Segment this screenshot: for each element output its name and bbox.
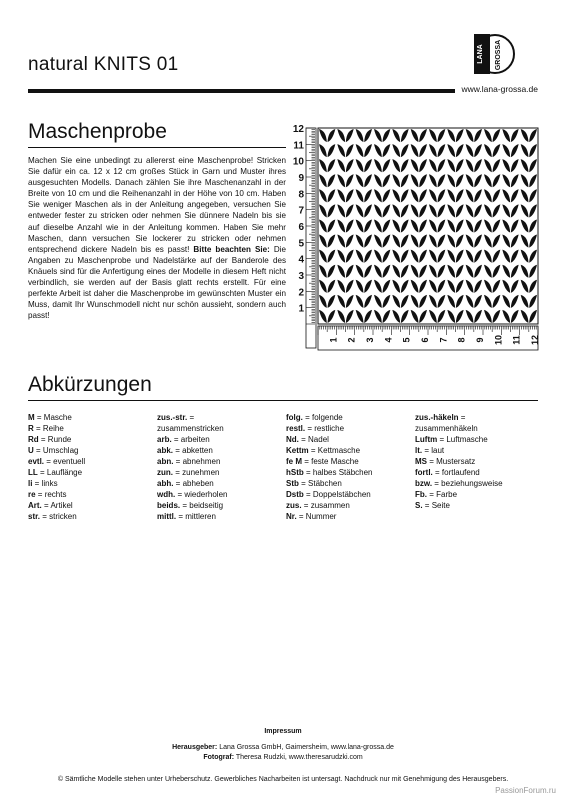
- gauge-swatch-diagram: [294, 124, 540, 356]
- abbreviation-entry: beids. = beidseitig: [157, 501, 224, 510]
- ruler-label: 7: [438, 337, 449, 343]
- abbreviation-definition: Farbe: [436, 490, 458, 499]
- abbreviation: Dstb: [286, 490, 304, 499]
- abbreviation-entry: Nr. = Nummer: [286, 512, 337, 521]
- magazine-title: natural KNITS 01: [28, 54, 179, 75]
- abbreviation-definition: zusammenstricken: [157, 424, 224, 433]
- abbreviation-entry: MS = Mustersatz: [415, 457, 476, 466]
- abbreviation-definition: wiederholen: [184, 490, 228, 499]
- ruler-label: 1: [328, 337, 339, 343]
- abbreviation-definition: abketten: [182, 446, 213, 455]
- abbreviation: abn.: [157, 457, 174, 466]
- abbreviation-entry: zus. = zusammen: [286, 501, 350, 510]
- ruler-label: 6: [298, 222, 304, 233]
- abbreviation-definition: zunehmen: [182, 468, 220, 477]
- divider: [28, 147, 286, 148]
- ruler-label: 12: [292, 124, 304, 135]
- abbreviation: str.: [28, 512, 41, 521]
- abbreviation-entry: folg. = folgende: [286, 413, 343, 422]
- ruler-label: 3: [298, 271, 304, 282]
- abbreviation-entry: Nd. = Nadel: [286, 435, 329, 444]
- maschenprobe-paragraph: Machen Sie eine unbedingt zu allererst eine Maschenprobe! Stricken Sie dafür ein ca. 12 x 12 cm großes Stück in Garn und Muster ihres ausgesuchten Modells. Danach zählen Sie ihre Maschenanzahl in der Breite von 10 cm und die Reihenanzahl in der Höhe von 10 cm. Haben Sie weniger Maschen als in der Anleitung angegeben, versuchen Sie entweder fester zu stricken oder nehmen Sie dünnere Nadeln bis sie auf dieselbe Anzahl wie in der Anleitung kommen. Haben Sie mehr Maschen, dann versuchen Sie lockerer zu stricken oder nehmen entsprechend dickere Nadeln bis es passt!: [28, 156, 286, 254]
- abbreviation: zun.: [157, 468, 173, 477]
- ruler-label: 4: [298, 254, 304, 266]
- abbreviation: M: [28, 413, 35, 422]
- abbreviation-entry: R = Reihe: [28, 424, 64, 433]
- abbreviation-definition: Kettmasche: [317, 446, 361, 455]
- note-text: Die Angaben zu Maschenprobe und Nadelstärke auf der Banderole des Knäuels sind für die Anfertigung eines der Modelle in diesem Heft nicht verbindlich, sie werden auf der Basis glatt rechts erstellt. Für eine perfekte Arbeit ist daher die Maschenprobe im gewünschten Muster ein Muss, damit Ihr Wunschmodell nicht nur schön aussieht, sondern auch passt!: [28, 244, 286, 321]
- ruler-label: 9: [475, 337, 485, 343]
- abbreviation-definition: Umschlag: [42, 446, 79, 455]
- abbreviation: Stb: [286, 479, 299, 488]
- abbreviation: wdh.: [157, 490, 176, 499]
- abbreviation-entry: wdh. = wiederholen: [157, 490, 228, 499]
- maschenprobe-text: [28, 155, 286, 321]
- abbreviation-definition: mittleren: [185, 512, 216, 521]
- abbreviation: Kettm: [286, 446, 309, 455]
- abbreviation-entry: [157, 423, 227, 434]
- abbreviation: evtl.: [28, 457, 45, 466]
- abbreviation-definition: Luftmasche: [446, 435, 488, 444]
- svg-text:LANA: LANA: [477, 44, 484, 64]
- abbreviation-entry: Dstb = Doppelstäbchen: [286, 490, 371, 499]
- abbreviation-definition: fortlaufend: [441, 468, 480, 477]
- abbreviation-definition: restliche: [314, 424, 345, 433]
- abbreviation-definition: stricken: [49, 512, 77, 521]
- abbreviation: zus.: [286, 501, 302, 510]
- abbreviation-entry: str. = stricken: [28, 512, 77, 521]
- photographer-label: Fotograf:: [203, 754, 235, 761]
- abbreviation-definition: feste Masche: [311, 457, 359, 466]
- abbreviation-definition: abnehmen: [182, 457, 221, 466]
- abbreviation-entry: zus.-str. =: [157, 413, 195, 422]
- watermark: PassionForum.ru: [495, 786, 556, 795]
- ruler-label: 3: [365, 337, 375, 343]
- website-url[interactable]: www.lana-grossa.de: [455, 84, 538, 94]
- abbreviation: Luftm: [415, 435, 438, 444]
- abbreviation: Nr.: [286, 512, 297, 521]
- lana-grossa-logo: [461, 32, 517, 76]
- abbreviation-entry: abn. = abnehmen: [157, 457, 221, 466]
- abbreviation-entry: arb. = arbeiten: [157, 435, 210, 444]
- abbreviation-definition: arbeiten: [180, 435, 210, 444]
- abbreviation: Art.: [28, 501, 42, 510]
- abbreviation: zus.-str.: [157, 413, 188, 422]
- abbreviation-definition: laut: [431, 446, 445, 455]
- abbreviation-column: [28, 412, 85, 522]
- abbreviation-definition: Nadel: [308, 435, 329, 444]
- abbreviation: bzw.: [415, 479, 433, 488]
- abbreviation-definition: beidseitig: [189, 501, 224, 510]
- ruler-label: 2: [298, 287, 304, 299]
- abbreviation-entry: evtl. = eventuell: [28, 457, 86, 466]
- abbreviation-entry: zus.-häkeln =: [415, 413, 466, 422]
- abbreviation-entry: fe M = feste Masche: [286, 457, 359, 466]
- abbreviation-entry: Rd = Runde: [28, 435, 72, 444]
- abbreviation-definition: Masche: [43, 413, 72, 422]
- ruler-label: 4: [383, 337, 394, 343]
- note-label: Bitte beachten Sie:: [193, 244, 270, 254]
- abbreviation-entry: hStb = halbes Stäbchen: [286, 468, 373, 477]
- abbreviation: MS: [415, 457, 427, 466]
- abbreviation-entry: mittl. = mittleren: [157, 512, 216, 521]
- abbreviation-entry: Luftm = Luftmasche: [415, 435, 488, 444]
- abbreviation-entry: Kettm = Kettmasche: [286, 446, 361, 455]
- ruler-label: 9: [298, 173, 304, 184]
- abbreviation: R: [28, 424, 34, 433]
- ruler-label: 5: [401, 337, 412, 343]
- abbreviation: fe M: [286, 457, 302, 466]
- ruler-label: 11: [293, 140, 304, 152]
- abbreviation-definition: Nummer: [305, 512, 337, 521]
- abbreviation-entry: li = links: [28, 479, 58, 488]
- abbreviation-entry: zun. = zunehmen: [157, 468, 220, 477]
- abbreviation: arb.: [157, 435, 172, 444]
- ruler-label: 2: [346, 337, 357, 343]
- abbreviation-definition: Lauflänge: [46, 468, 83, 477]
- abbreviation-entry: LL = Lauflänge: [28, 468, 83, 477]
- ruler-label: 5: [298, 238, 304, 250]
- abbreviation-column: [157, 412, 227, 522]
- photographer-line: [0, 753, 566, 763]
- abbreviation-entry: restl. = restliche: [286, 424, 345, 433]
- abbreviation: folg.: [286, 413, 303, 422]
- abbreviation-entry: S. = Seite: [415, 501, 450, 510]
- abbreviation-definition: Doppelstäbchen: [312, 490, 371, 499]
- publisher-line: [0, 743, 566, 753]
- ruler-label: 10: [292, 156, 304, 168]
- copyright-notice: © Sämtliche Modelle stehen unter Urheberschutz. Gewerbliches Nacharbeiten ist untersagt. Nachdruck nur mit Genehmigung des Herausgebers.: [57, 776, 509, 783]
- abbreviation-definition: Runde: [47, 435, 72, 444]
- abbreviation-entry: [415, 423, 503, 434]
- abbreviation: S.: [415, 501, 423, 510]
- abbreviation-entry: abk. = abketten: [157, 446, 213, 455]
- abbreviation-definition: rechts: [44, 490, 67, 499]
- ruler-label: 1: [298, 303, 304, 315]
- abbreviation-entry: re = rechts: [28, 490, 67, 499]
- ruler-label: 11: [511, 335, 522, 345]
- abbreviation-definition: halbes Stäbchen: [312, 468, 373, 477]
- abbreviation: Rd: [28, 435, 39, 444]
- ruler-label: 10: [493, 334, 504, 346]
- abbreviation: mittl.: [157, 512, 177, 521]
- abbreviation-entry: fortl. = fortlaufend: [415, 468, 480, 477]
- abbreviation-definition: links: [41, 479, 58, 488]
- impressum-title: Impressum: [264, 728, 302, 735]
- abbreviation-entry: lt. = laut: [415, 446, 445, 455]
- abkuerzungen-heading: Abkürzungen: [28, 373, 152, 396]
- ruler-label: 8: [456, 337, 467, 343]
- abbreviation: li: [28, 479, 33, 488]
- abbreviation-definition: eventuell: [53, 457, 86, 466]
- abbreviation-entry: Stb = Stäbchen: [286, 479, 342, 488]
- abbreviation-definition: Seite: [431, 501, 450, 510]
- abbreviation: Nd.: [286, 435, 299, 444]
- publisher-label: Herausgeber:: [172, 744, 218, 751]
- ruler-label: 6: [420, 337, 430, 343]
- abbreviation-definition: Artikel: [50, 501, 73, 510]
- abbreviation: restl.: [286, 424, 306, 433]
- abbreviation-definition: abheben: [182, 479, 214, 488]
- abbreviation: beids.: [157, 501, 181, 510]
- abbreviation-definition: Stäbchen: [308, 479, 342, 488]
- abbreviation: U: [28, 446, 34, 455]
- abbreviation-entry: abh. = abheben: [157, 479, 214, 488]
- abbreviation: fortl.: [415, 468, 433, 477]
- ruler-label: 8: [298, 189, 304, 201]
- abbreviation-definition: Mustersatz: [436, 457, 476, 466]
- photographer-text: Theresa Rudzki, www.theresarudzki.com: [235, 754, 363, 761]
- abbreviation: re: [28, 490, 36, 499]
- abbreviation-definition: Reihe: [42, 424, 64, 433]
- maschenprobe-heading: Maschenprobe: [28, 120, 167, 143]
- ruler-label: 12: [530, 334, 540, 346]
- divider: [28, 400, 538, 401]
- abbreviation-definition: zusammenhäkeln: [415, 424, 478, 433]
- abbreviation: hStb: [286, 468, 304, 477]
- abbreviation-entry: M = Masche: [28, 413, 72, 422]
- abbreviation: Fb.: [415, 490, 427, 499]
- abbreviation: abk.: [157, 446, 174, 455]
- abbreviation-definition: beziehungsweise: [441, 479, 503, 488]
- abbreviation-column: [415, 412, 503, 511]
- abbreviation: zus.-häkeln: [415, 413, 459, 422]
- abbreviation-entry: U = Umschlag: [28, 446, 79, 455]
- abbreviation-entry: Art. = Artikel: [28, 501, 73, 510]
- abbreviation-column: [286, 412, 373, 522]
- abbreviation: LL: [28, 468, 38, 477]
- abbreviation-definition: folgende: [312, 413, 343, 422]
- abbreviation: abh.: [157, 479, 174, 488]
- abbreviation-entry: Fb. = Farbe: [415, 490, 458, 499]
- abbreviation: lt.: [415, 446, 423, 455]
- abbreviation-entry: bzw. = beziehungsweise: [415, 479, 503, 488]
- svg-text:GROSSA: GROSSA: [495, 39, 502, 71]
- publisher-text: Lana Grossa GmbH, Gaimersheim, www.lana-grossa.de: [219, 744, 394, 751]
- ruler-label: 7: [298, 205, 304, 217]
- abbreviation-definition: zusammen: [310, 501, 350, 510]
